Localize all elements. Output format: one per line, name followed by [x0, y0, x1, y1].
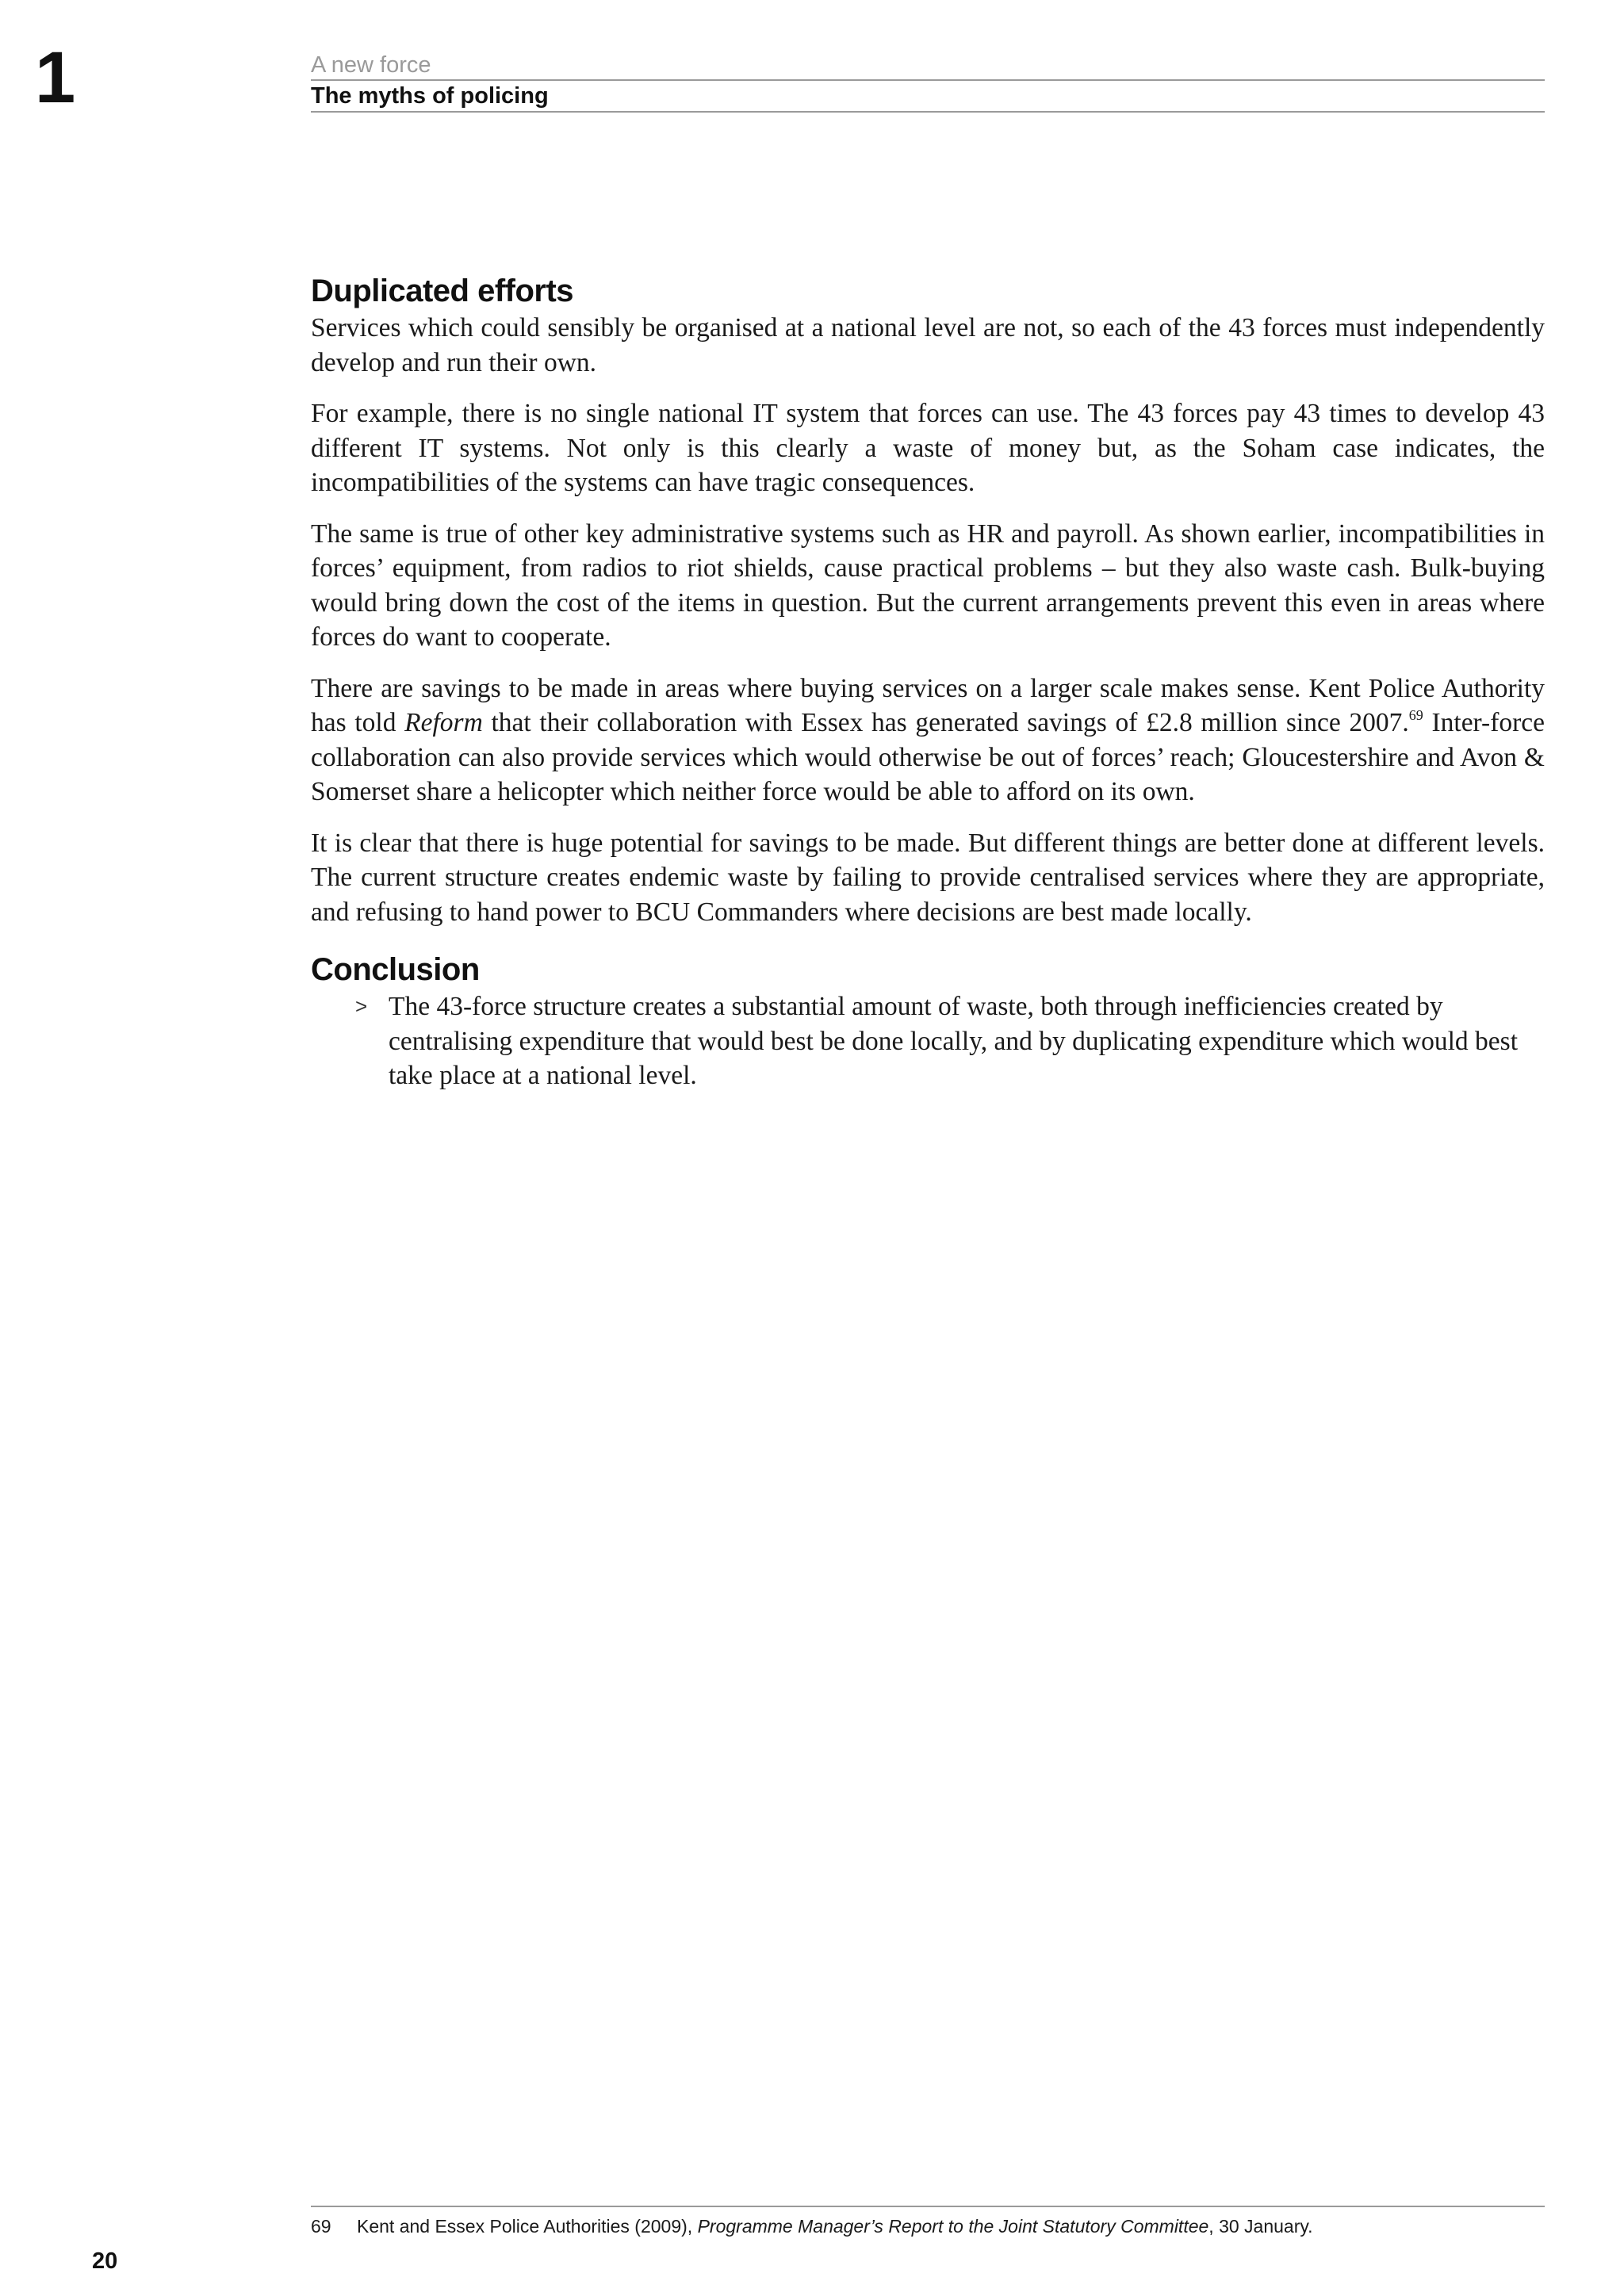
paragraph-4-part-c: Inter-force collaboration can also provide services which would otherwise be out of forces’ reach; Gloucestershire and Avon & Somerset share a helicopter which neither force would be able to afford on its own.	[311, 708, 1545, 806]
footnote-title-italic: Programme Manager’s Report to the Joint Statutory Committee	[697, 2216, 1209, 2237]
paragraph-4-part-a: There are savings to be made in areas where buying services on a larger scale makes sense. Kent Police Authority has told	[311, 673, 1545, 737]
reform-italic: Reform	[404, 708, 483, 737]
section-heading-conclusion: Conclusion	[311, 952, 480, 987]
paragraph-3: The same is true of other key administrative systems such as HR and payroll. As shown earlier, incompatibilities in forces’ equipment, from radios to riot shields, cause practical problems – but they also waste cash. Bulk-buying would bring down the cost of the items in question. But the current arrangements prevent this even in areas where forces do want to cooperate.	[311, 519, 1545, 652]
bullet-text: The 43-force structure creates a substantial amount of waste, both through inefficiencies created by centralising expenditure that would best be done locally, and by duplicating expenditure which would best take place at a national level.	[389, 992, 1518, 1090]
list-item	[311, 989, 1545, 1093]
footnote-69	[311, 2214, 1545, 2238]
chapter-number: 1	[35, 37, 76, 118]
paragraph-5: It is clear that there is huge potential for savings to be made. But different things are better done at different levels. The current structure creates endemic waste by failing to provide centralised services where they are appropriate, and refusing to hand power to BCU Commanders where decisions are best made locally.	[311, 828, 1545, 927]
footnote-text-b: , 30 January.	[1208, 2216, 1313, 2237]
running-header	[311, 51, 1545, 113]
page-number: 20	[92, 2248, 118, 2274]
section-heading-duplicated-efforts: Duplicated efforts	[311, 274, 574, 308]
paragraph-4-part-b: that their collaboration with Essex has generated savings of £2.8 million since 2007.	[482, 708, 1409, 737]
paragraph-2: For example, there is no single national IT system that forces can use. The 43 forces pay 43 times to develop 43 different IT systems. Not only is this clearly a waste of money but, as the Soham case indicates, the incompatibilities of the systems can have tragic consequences.	[311, 399, 1545, 497]
main-content	[311, 271, 1545, 1093]
footnote-text-a: Kent and Essex Police Authorities (2009),	[357, 2216, 698, 2237]
footnote-divider	[311, 2206, 1545, 2207]
footnote-number: 69	[311, 2216, 331, 2237]
chevron-right-icon: >	[355, 994, 368, 1018]
footnote-ref-69[interactable]: 69	[1408, 707, 1423, 723]
chapter-title: The myths of policing	[311, 81, 1545, 113]
paragraph-4	[311, 672, 1545, 809]
part-title: A new force	[311, 51, 1545, 81]
paragraph-1: Services which could sensibly be organised at a national level are not, so each of the 43 forces must independently develop and run their own.	[311, 313, 1545, 377]
conclusion-list	[311, 989, 1545, 1093]
